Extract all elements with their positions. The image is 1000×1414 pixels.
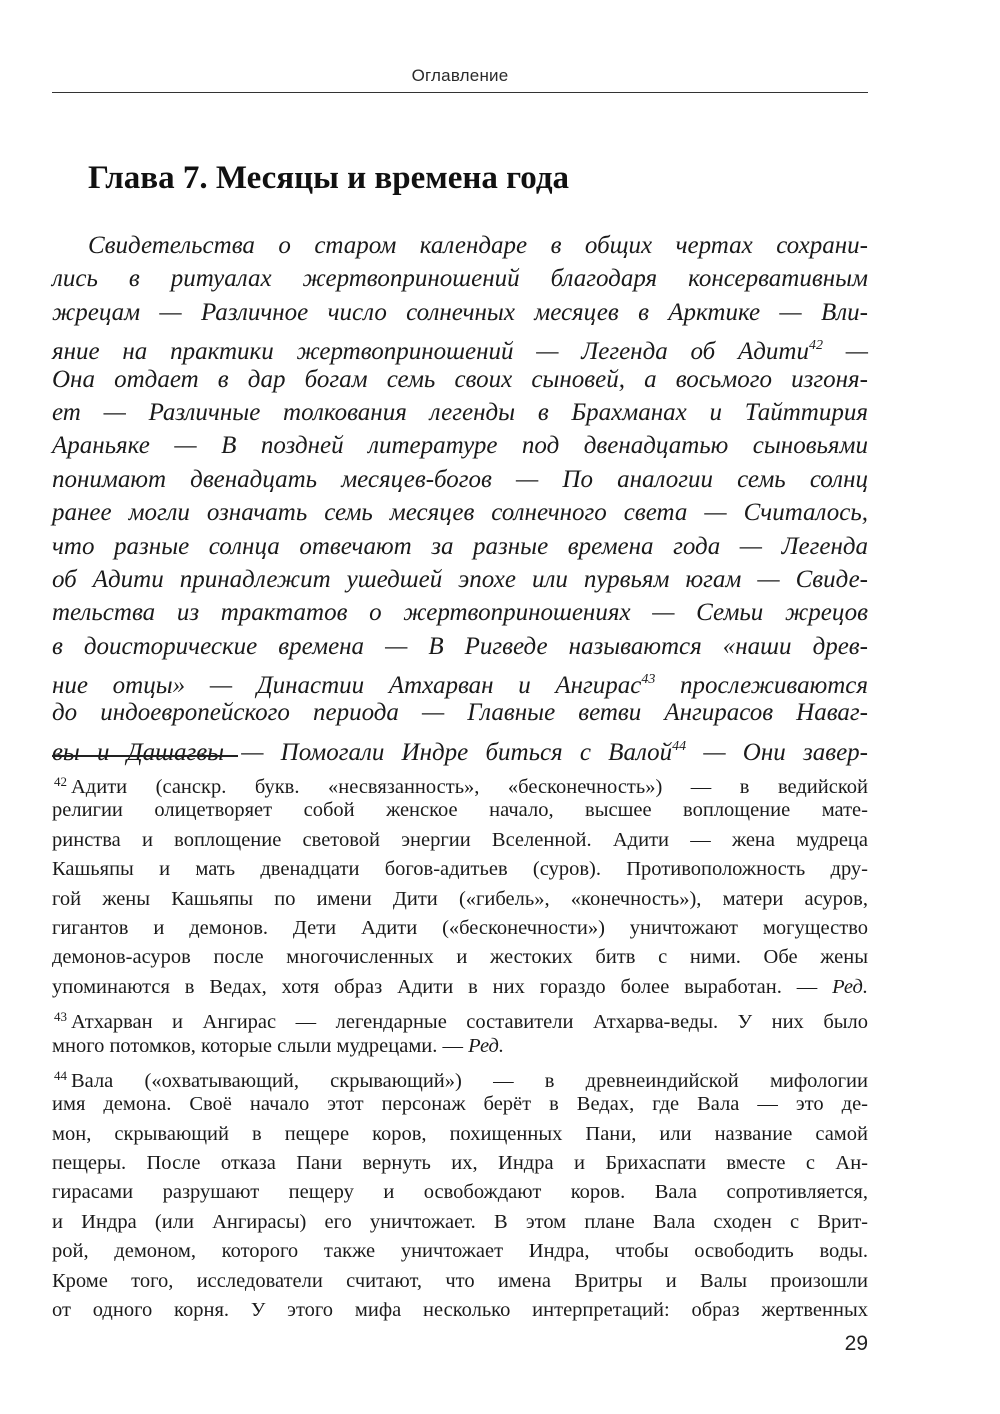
abstract-line: Она отдает в дар богам семь своих сыновей, а восьмого изгоня-: [52, 365, 868, 393]
footnote-44-line: [52, 1061, 868, 1090]
footnote-42-line: гигантов и демонов. Дети Адити («бесконечности») уничтожают могущество: [52, 916, 868, 939]
editor-mark: Ред.: [832, 975, 868, 998]
abstract-line: что разные солнца отвечают за разные времена года — Легенда: [52, 532, 868, 560]
footnote-ref-43[interactable]: 43: [641, 672, 656, 688]
footnote-ref-44[interactable]: 44: [672, 738, 687, 754]
footnote-text: много потомков, которые слыли мудрецами. —: [52, 1034, 464, 1057]
abstract-line: понимают двенадцать месяцев-богов — По аналогии семь солнц: [52, 465, 868, 493]
footnote-text: Вала («охватывающий, скрывающий») — в древнеиндийской мифологии: [71, 1069, 868, 1092]
abstract-line: [52, 730, 868, 766]
footnote-separator: [52, 755, 238, 757]
editor-mark: Ред.: [468, 1034, 505, 1057]
abstract-line: об Адити принадлежит ушедшей эпохе или пурвьям югам — Свиде-: [52, 565, 868, 593]
footnote-44-line: рой, демоном, которого также уничтожает Индра, чтобы освободить воды.: [52, 1240, 868, 1263]
footnote-43-line: [52, 1032, 868, 1061]
abstract-line-text: яние на практики жертвоприношений — Легенда об Адити: [52, 338, 809, 366]
header-rule: [52, 92, 868, 93]
abstract-line-tail: прослеживаются: [655, 672, 868, 700]
abstract-line: [52, 329, 869, 366]
footnotes: [52, 767, 868, 1325]
footnote-44-line: пещеры. После отказа Пани вернуть их, Индра и Брихаспати вместе с Ан-: [52, 1152, 868, 1175]
footnote-44-line: от одного корня. У этого мифа несколько интерпретаций: образ жертвенных: [52, 1299, 868, 1322]
footnote-text: упоминаются в Ведах, хотя образ Адити в них гораздо более выработан. —: [52, 975, 818, 998]
abstract-line-tail: — Они завер-: [686, 738, 868, 766]
footnote-ref-42[interactable]: 42: [809, 338, 823, 354]
footnote-43-line: [52, 1002, 868, 1034]
footnote-text: Атхарван и Ангирас — легендарные составители Атхарва-веды. У них было: [71, 1011, 868, 1034]
abstract-line: Араньяке — В поздней литературе под двенадцатью сыновьями: [52, 432, 868, 460]
footnote-44-line: Кроме того, исследователи считают, что имена Вритры и Валы произошли: [52, 1269, 868, 1292]
chapter-abstract: [52, 229, 869, 766]
footnote-42-line: [52, 767, 868, 796]
footnote-44-number: 44: [54, 1067, 67, 1083]
chapter-title: Глава 7. Месяцы и времена года: [88, 160, 570, 196]
footnote-42-line: Кашьяпы и мать двенадцати богов-адитьев (суров). Противоположность дру-: [52, 858, 868, 881]
footnote-44-line: мон, скрывающий в пещере коров, похищенных Пани, или название самой: [52, 1122, 868, 1145]
abstract-line-text: ние отцы» — Династии Атхарван и Ангирас: [52, 672, 642, 700]
abstract-line: жрецам — Различное число солнечных месяцев в Арктике — Вли-: [52, 298, 868, 326]
abstract-line: лись в ритуалах жертвоприношений благодаря консервативным: [52, 265, 868, 293]
abstract-line: тельства из трактатов о жертвоприношениях — Семьи жрецов: [52, 599, 868, 627]
footnote-42-line: религии олицетворяет собой женское начало, высшее воплощение мате-: [52, 799, 868, 822]
footnote-42-line: гой жены Кашьяпы по имени Дити («гибель», «конечность»), матери асуров,: [52, 887, 868, 910]
abstract-line-tail: —: [823, 338, 869, 366]
footnote-44-line: имя демона. Своё начало этот персонаж берёт в Ведах, где Вала — это де-: [52, 1093, 868, 1116]
footnote-42-line: [52, 973, 868, 1002]
abstract-line: [52, 663, 868, 700]
footnote-44-line: и Индра (или Ангирасы) его уничтожает. В этом плане Вала сходен с Врит-: [52, 1210, 868, 1233]
abstract-line: Свидетельства о старом календаре в общих чертах сохрани-: [88, 232, 868, 259]
abstract-line-text: вы и Дашагвы — Помогали Индре биться с Валой: [52, 738, 673, 766]
abstract-line: ранее могли означать семь месяцев солнечного света — Считалось,: [52, 499, 868, 527]
running-head: Оглавление: [411, 66, 509, 85]
footnote-42-line: демонов-асуров после многочисленных и жестоких битв с ними. Обе жены: [52, 946, 868, 969]
footnote-text: Адити (санскр. букв. «несвязанность», «бесконечность») — в ведийской: [71, 776, 868, 798]
footnote-42-number: 42: [54, 774, 67, 789]
footnote-43-number: 43: [54, 1009, 67, 1025]
footnote-42-line: ринства и воплощение световой энергии Вселенной. Адити — жена мудреца: [52, 828, 868, 851]
footnote-44-line: гирасами разрушают пещеру и освобождают коров. Вала сопротивляется,: [52, 1181, 868, 1204]
page-number: 29: [844, 1332, 868, 1355]
abstract-line: ет — Различные толкования легенды в Брахманах и Тайттирия: [52, 398, 868, 426]
abstract-line: в доисторические времена — В Ригведе называются «наши древ-: [52, 632, 868, 660]
abstract-line: до индоевропейского периода — Главные ветви Ангирасов Наваг-: [52, 699, 868, 727]
